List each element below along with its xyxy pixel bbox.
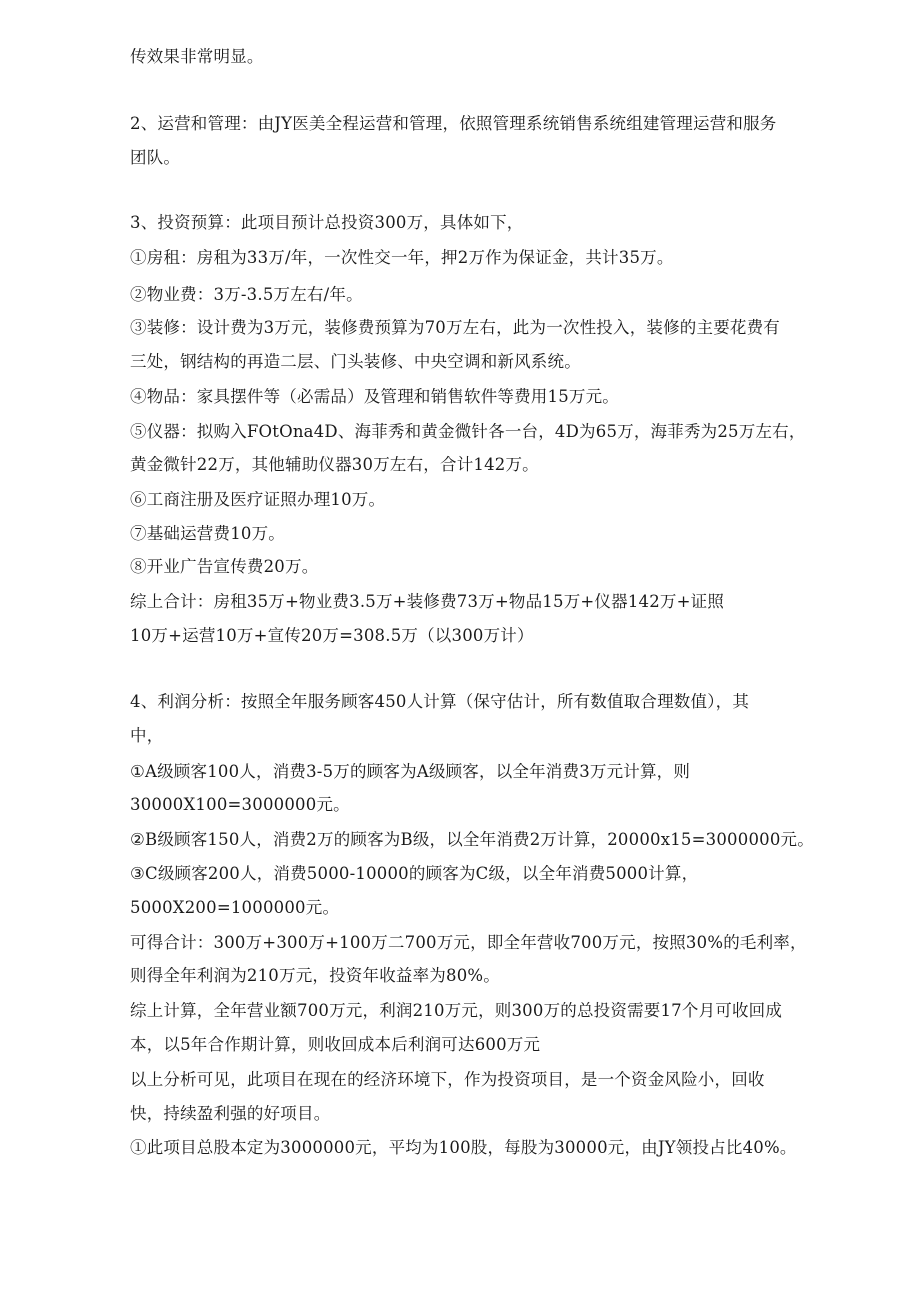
text-line: 10万+运营10万+宣传20万=308.5万（以300万计） <box>130 626 534 645</box>
text-line: 以上分析可见，此项目在现在的经济环境下，作为投资项目，是一个资金风险小，回收 <box>130 1070 765 1089</box>
text-line: 30000X100=3000000元。 <box>130 795 350 814</box>
text-line: ③C级顾客200人，消费5000-10000的顾客为C级，以全年消费5000计算， <box>130 864 699 883</box>
text-line: ⑤仪器：拟购入FOtOna4D、海菲秀和黄金微针各一台，4D为65万，海菲秀为25万左右， <box>130 422 806 441</box>
text-line: 则得全年利润为210万元，投资年收益率为80%。 <box>130 966 500 985</box>
text-line: 三处，钢结构的再造二层、门头装修、中央空调和新风系统。 <box>130 352 581 371</box>
text-line: ①A级顾客100人，消费3-5万的顾客为A级顾客，以全年消费3万元计算，则 <box>130 762 691 781</box>
text-line: ②物业费：3万-3.5万左右/年。 <box>130 285 363 304</box>
text-line: 可得合计：300万+300万+100万二700万元，即全年营收700万元，按照30%的毛利率， <box>130 933 807 952</box>
text-line: 黄金微针22万，其他辅助仪器30万左右，合计142万。 <box>130 455 539 474</box>
text-line: 综上计算，全年营业额700万元，利润210万元，则300万的总投资需要17个月可收回成 <box>130 1001 783 1020</box>
text-line: ①房租：房租为33万/年，一次性交一年，押2万作为保证金，共计35万。 <box>130 248 674 267</box>
text-line: ①此项目总股本定为3000000元，平均为100股，每股为30000元，由JY领投占比40%。 <box>130 1138 797 1157</box>
text-line: ④物品：家具摆件等（必需品）及管理和销售软件等费用15万元。 <box>130 387 619 406</box>
text-line: 团队。 <box>130 148 181 167</box>
text-line: ⑥工商注册及医疗证照办理10万。 <box>130 490 386 509</box>
text-line: 4、利润分析：按照全年服务顾客450人计算（保守估计，所有数值取合理数值），其 <box>130 692 750 711</box>
text-line: ⑧开业广告宣传费20万。 <box>130 557 319 576</box>
text-line: 快，持续盈利强的好项目。 <box>130 1104 331 1123</box>
text-line: 5000X200=1000000元。 <box>130 898 340 917</box>
text-line: 2、运营和管理：由JY医美全程运营和管理，依照管理系统销售系统组建管理运营和服务 <box>130 114 777 133</box>
text-line: 综上合计：房租35万+物业费3.5万+装修费73万+物品15万+仪器142万+证照 <box>130 592 725 611</box>
text-line: 本，以5年合作期计算，则收回成本后利润可达600万元 <box>130 1035 541 1054</box>
text-line: 中， <box>130 726 164 745</box>
text-line: ③装修：设计费为3万元，装修费预算为70万左右，此为一次性投入，装修的主要花费有 <box>130 318 780 337</box>
text-line: 传效果非常明显。 <box>130 47 264 66</box>
text-line: ⑦基础运营费10万。 <box>130 524 285 543</box>
text-line: 3、投资预算：此项目预计总投资300万，具体如下， <box>130 213 524 232</box>
text-line: ②B级顾客150人，消费2万的顾客为B级，以全年消费2万计算，20000x15=3000000元。 <box>130 830 814 849</box>
